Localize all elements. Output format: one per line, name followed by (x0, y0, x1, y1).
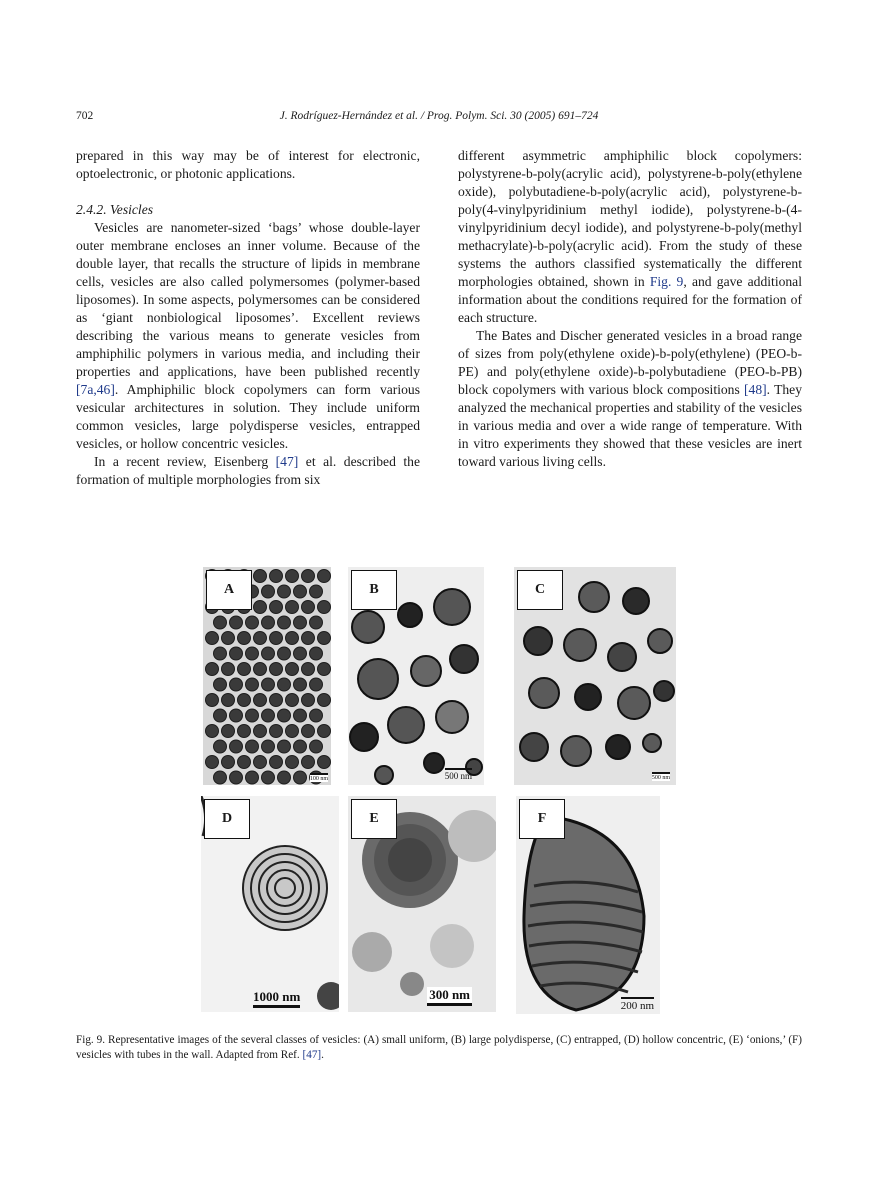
panel-label: F (519, 799, 565, 839)
panel-label: B (351, 570, 397, 610)
paragraph (458, 147, 802, 327)
paragraph-text: et al. described the formation of multiple morphologies from six (76, 454, 420, 487)
scale-bar: 500 nm (445, 768, 472, 781)
scale-bar: 300 nm (427, 987, 472, 1006)
paragraph-text: different asymmetric amphiphilic block copolymers: polystyrene-b-poly(acrylic acid), polystyrene-b-poly(ethylene oxide), polybutadiene-b-poly(acrylic acid), polystyrene-b-poly(4-vinylpyridinium methyl iodide), polystyrene-b-(4-vinylpyridinium decyl iodide), and polystyrene-b-poly(methyl methacrylate)-b-poly(acrylic acid). From the study of these systems the authors classified systematically the different morphologies obtained, shown in (458, 148, 802, 289)
caption-text: . (321, 1049, 324, 1061)
scale-bar: 1000 nm (253, 989, 300, 1008)
scale-bar: 200 nm (621, 997, 654, 1012)
section-heading: 2.4.2. Vesicles (76, 202, 154, 217)
panel-label: A (206, 570, 252, 610)
paragraph (76, 147, 420, 183)
journal-citation: J. Rodríguez-Hernández et al. / Prog. Polym. Sci. 30 (2005) 691–724 (279, 110, 599, 122)
figure-link[interactable]: Fig. 9 (649, 274, 684, 289)
panel-label: C (517, 570, 563, 610)
caption-text: Fig. 9. Representative images of the several classes of vesicles: (A) small uniform, (B) large polydisperse, (C) entrapped, (D) hollow concentric, (E) ‘onions,’ (F) vesicles with tubes in the wall. Adapted from Ref. (76, 1034, 802, 1061)
micrograph-panel-c (514, 567, 676, 785)
micrograph-panel-d (201, 796, 339, 1012)
scale-bar: 500 nm (652, 772, 670, 781)
paragraph (458, 327, 802, 471)
micrograph-panel-f (516, 796, 660, 1014)
figure-caption (76, 1033, 802, 1063)
paragraph-text: . They analyzed the mechanical properties and stability of the vesicles in various media and over a wide range of temperature. With in vitro experiments they showed that these vesicles are inert toward various living cells. (458, 382, 803, 469)
scale-bar: 100 nm (310, 773, 328, 782)
micrograph-panel-a (203, 567, 331, 785)
citation-link[interactable]: [47] (275, 454, 299, 469)
paragraph-text: In a recent review, Eisenberg (94, 454, 276, 469)
citation-link[interactable]: [7a,46] (76, 382, 115, 397)
page-number: 702 (76, 110, 94, 122)
right-column (458, 147, 802, 471)
paragraph (76, 453, 420, 489)
paragraph-text: , and gave additional information about the conditions required for the formation of each structure. (458, 274, 802, 325)
citation-link[interactable]: [48] (744, 382, 767, 397)
micrograph-panel-b (348, 567, 484, 785)
paragraph-text: prepared in this way may be of interest for electronic, optoelectronic, or photonic applications. (76, 148, 420, 181)
panel-label: E (351, 799, 397, 839)
paragraph-text: The Bates and Discher generated vesicles in a broad range of sizes from poly(ethylene oxide)-b-poly(ethylene) (PEO-b-PE) and poly(ethylene oxide)-b-polybutadiene (PEO-b-PB) block copolymers with various block compositions (458, 328, 802, 397)
citation-link[interactable]: [47] (302, 1049, 322, 1061)
micrograph-panel-e (348, 796, 496, 1012)
paragraph (76, 219, 420, 453)
paragraph-text: Vesicles are nanometer-sized ‘bags’ whose double-layer outer membrane encloses an inner volume. Because of the double layer, that recalls the structure of lipids in membrane cells, vesicles are also called polymersomes (polymer-based liposomes). In some aspects, polymersomes can be considered as ‘giant nonbiological liposomes’. Excellent reviews describing the various means to generate vesicles from amphiphilic polymers in various media, and including their properties and applications, have been published recently (76, 220, 420, 379)
paragraph-text: . Amphiphilic block copolymers can form various vesicular architectures in solution. They include uniform common vesicles, large polydisperse vesicles, entrapped vesicles, or hollow concentric vesicles. (76, 382, 420, 451)
left-column (76, 147, 420, 489)
panel-label: D (204, 799, 250, 839)
